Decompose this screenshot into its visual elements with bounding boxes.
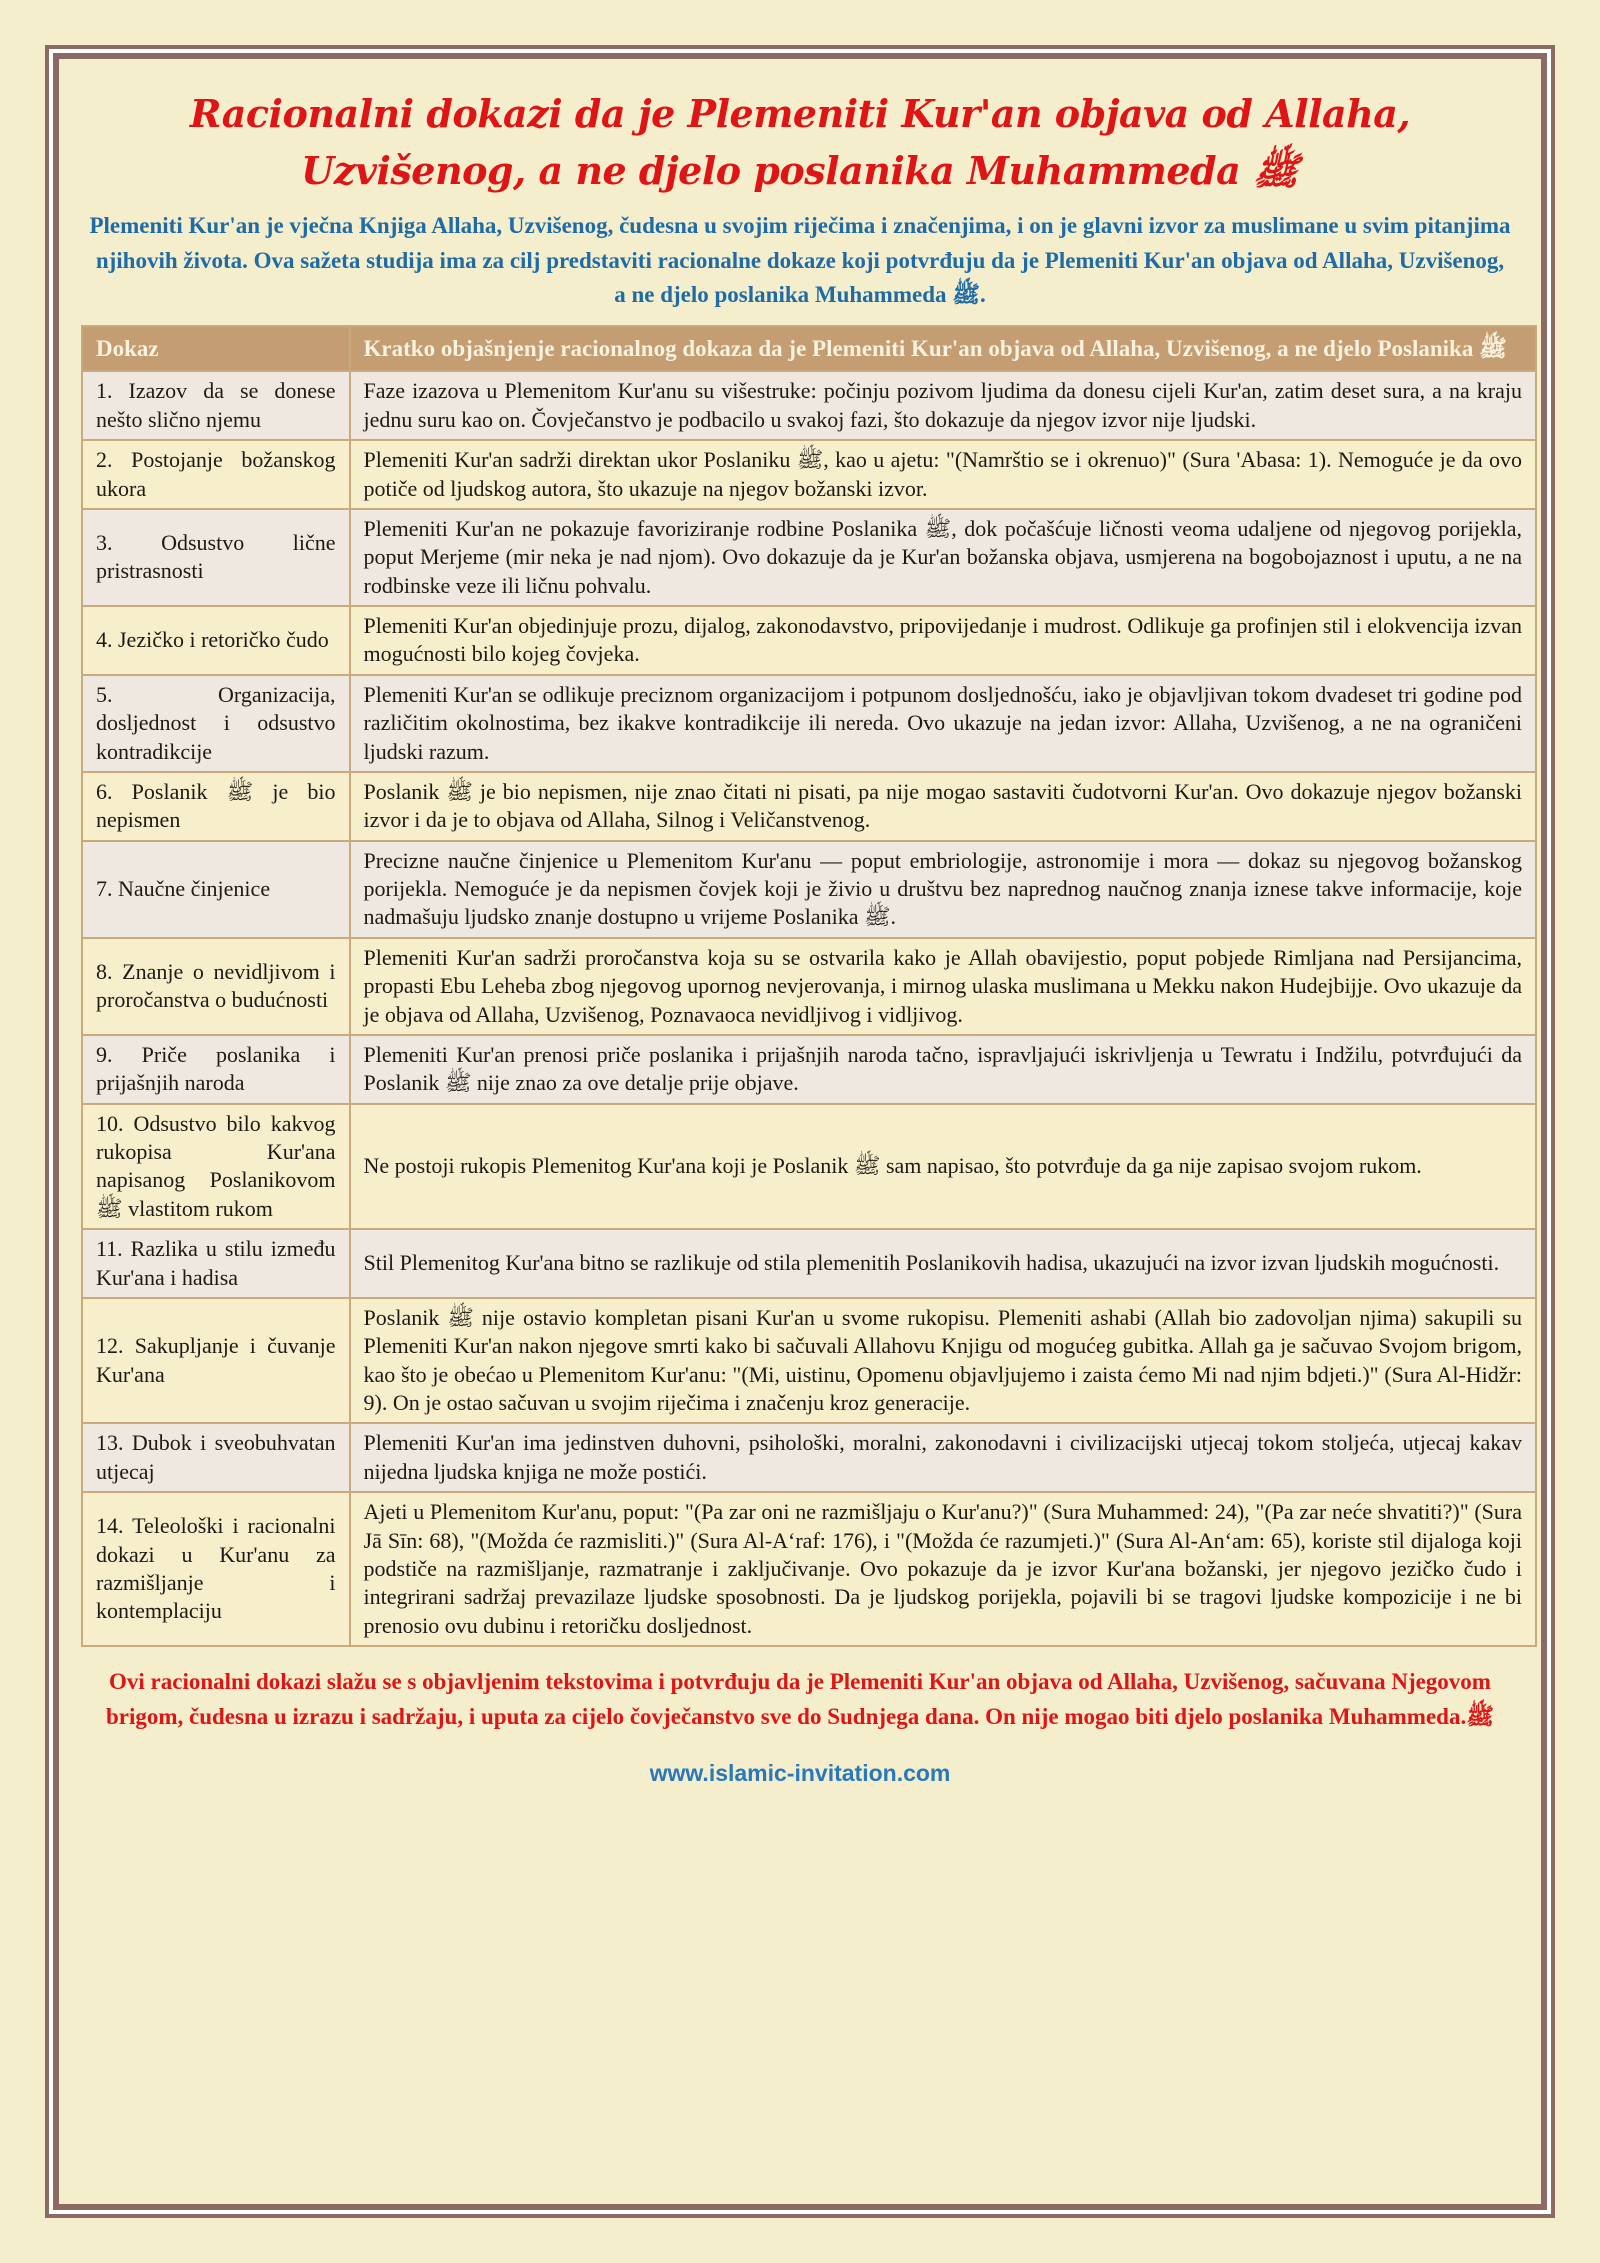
proof-explanation: Poslanik ﷺ nije ostavio kompletan pisani Kur'an u svome rukopisu. Plemeniti ashabi (Allah bio zadovoljan njima) sakupili su Plemeniti Kur'an nakon njegove smrti kako bi sačuvali Allahovu Knjigu od mogućeg gubitka. Allah ga je sačuvao Svojom brigom, kao što je obećao u Plemenitom Kur'anu: "(Mi, uistinu, Opomenu objavljujemo i zaista ćemo Mi nad njim bdjeti.)" (Sura Al-Hidžr: 9). On je ostao sačuvan u svojim riječima i značenju kroz generacije. <box>350 1298 1536 1424</box>
table-row <box>82 1492 1536 1646</box>
table-row <box>82 509 1536 606</box>
document-content <box>59 59 1541 2204</box>
column-header-explanation: Kratko objašnjenje racionalnog dokaza da je Plemeniti Kur'an objava od Allaha, Uzvišenog, a ne djelo Poslanika ﷺ <box>350 326 1536 372</box>
table-row <box>82 371 1536 440</box>
website-link[interactable]: www.islamic-invitation.com <box>649 1760 951 1787</box>
decorative-frame-inner <box>53 53 1547 2210</box>
table-row <box>82 841 1536 938</box>
proof-explanation: Plemeniti Kur'an sadrži direktan ukor Poslaniku ﷺ, kao u ajetu: "(Namrštio se i okrenuo)" (Sura 'Abasa: 1). Nemoguće je da ovo potiče od ljudskog autora, što ukazuje na njegov božanski izvor. <box>350 440 1536 509</box>
proof-label: 2. Postojanje božanskog ukora <box>82 440 350 509</box>
proof-explanation: Plemeniti Kur'an objedinjuje prozu, dijalog, zakonodavstvo, pripovijedanje i mudrost. Odlikuje ga profinjen stil i elokvencija izvan mogućnosti bilo kojeg čovjeka. <box>350 606 1536 675</box>
table-row <box>82 440 1536 509</box>
table-row <box>82 675 1536 772</box>
table-row <box>82 606 1536 675</box>
proof-label: 1. Izazov da se donese nešto slično njemu <box>82 371 350 440</box>
proof-explanation: Plemeniti Kur'an prenosi priče poslanika i prijašnjih naroda tačno, ispravljajući iskrivljenja u Tewratu i Indžilu, potvrđujući da Poslanik ﷺ nije znao za ove detalje prije objave. <box>350 1035 1536 1104</box>
proof-label: 13. Dubok i sveobuhvatan utjecaj <box>82 1423 350 1492</box>
proof-explanation: Faze izazova u Plemenitom Kur'anu su višestruke: počinju pozivom ljudima da donesu cijeli Kur'an, zatim deset sura, a na kraju jednu suru kao on. Čovječanstvo je podbacilo u svakoj fazi, što dokazuje da njegov izvor nije ljudski. <box>350 371 1536 440</box>
table-header-row <box>82 326 1536 372</box>
conclusion-paragraph: Ovi racionalni dokazi slažu se s objavljenim tekstovima i potvrđuju da je Plemeniti Kur'an objava od Allaha, Uzvišenog, sačuvana Njegovom brigom, čudesna u izrazu i sadržaju, i uputa za cijelo čovječanstvo sve do Sudnjega dana. On nije mogao biti djelo poslanika Muhammeda.ﷺ <box>105 1669 1495 1729</box>
table-row <box>82 1423 1536 1492</box>
intro-paragraph: Plemeniti Kur'an je vječna Knjiga Allaha, Uzvišenog, čudesna u svojim riječima i značenjima, i on je glavni izvor za muslimane u svim pitanjima njihovih života. Ova sažeta studija ima za cilj predstaviti racionalne dokaze koji potvrđuju da je Plemeniti Kur'an objava od Allaha, Uzvišenog, a ne djelo poslanika Muhammeda ﷺ. <box>89 213 1511 307</box>
proof-label: 10. Odsustvo bilo kakvog rukopisa Kur'ana napisanog Poslanikovom ﷺ vlastitom rukom <box>82 1104 350 1230</box>
proof-label: 4. Jezičko i retoričko čudo <box>82 606 350 675</box>
proof-explanation: Stil Plemenitog Kur'ana bitno se razlikuje od stila plemenitih Poslanikovih hadisa, ukazujući na izvor izvan ljudskih mogućnosti. <box>350 1229 1536 1298</box>
proof-label: 9. Priče poslanika i prijašnjih naroda <box>82 1035 350 1104</box>
proof-explanation: Poslanik ﷺ je bio nepismen, nije znao čitati ni pisati, pa nije mogao sastaviti čudotvorni Kur'an. Ovo dokazuje njegov božanski izvor i da je to objava od Allaha, Silnog i Veličanstvenog. <box>350 772 1536 841</box>
proof-explanation: Precizne naučne činjenice u Plemenitom Kur'anu — poput embriologije, astronomije i mora — dokaz su njegovog božanskog porijekla. Nemoguće je da nepismen čovjek koji je živio u društvu bez naprednog naučnog znanja iznese takve informacije, koje nadmašuju ljudsko znanje dostupno u vrijeme Poslanika ﷺ. <box>350 841 1536 938</box>
proof-explanation: Plemeniti Kur'an se odlikuje preciznom organizacijom i potpunom dosljednošću, iako je objavljivan tokom dvadeset tri godine pod različitim okolnostima, bez ikakve kontradikcije ili nereda. Ovo ukazuje na jedan izvor: Allaha, Uzvišenog, a ne na ograničeni ljudski razum. <box>350 675 1536 772</box>
proof-label: 3. Odsustvo lične pristrasnosti <box>82 509 350 606</box>
table-row <box>82 1104 1536 1230</box>
proof-label: 12. Sakupljanje i čuvanje Kur'ana <box>82 1298 350 1424</box>
table-row <box>82 1035 1536 1104</box>
proof-label: 5. Organizacija, dosljednost i odsustvo kontradikcije <box>82 675 350 772</box>
table-row <box>82 772 1536 841</box>
proofs-table <box>81 325 1537 1648</box>
decorative-frame-middle <box>49 49 1551 2214</box>
proof-label: 6. Poslanik ﷺ je bio nepismen <box>82 772 350 841</box>
table-row <box>82 1229 1536 1298</box>
column-header-dokaz: Dokaz <box>82 326 350 372</box>
proof-label: 8. Znanje o nevidljivom i proročanstva o budućnosti <box>82 938 350 1035</box>
page-title: Racionalni dokazi da je Plemeniti Kur'an objava od Allaha, Uzvišenog, a ne djelo poslanika Muhammeda ﷺ <box>189 91 1411 193</box>
proof-explanation: Plemeniti Kur'an ima jedinstven duhovni, psihološki, moralni, zakonodavni i civilizacijski utjecaj tokom stoljeća, utjecaj kakav nijedna ljudska knjiga ne može postići. <box>350 1423 1536 1492</box>
proof-label: 14. Teleološki i racionalni dokazi u Kur'anu za razmišljanje i kontemplaciju <box>82 1492 350 1646</box>
proof-explanation: Ne postoji rukopis Plemenitog Kur'ana koji je Poslanik ﷺ sam napisao, što potvrđuje da ga nije zapisao svojom rukom. <box>350 1104 1536 1230</box>
proof-explanation: Plemeniti Kur'an ne pokazuje favoriziranje rodbine Poslanika ﷺ, dok počašćuje ličnosti veoma udaljene od njegovog porijekla, poput Merjeme (mir neka je nad njom). Ovo dokazuje da je Kur'an božanska objava, usmjerena na bogobojaznost i uputu, a ne na rodbinske veze ili ličnu pohvalu. <box>350 509 1536 606</box>
proof-explanation: Ajeti u Plemenitom Kur'anu, poput: "(Pa zar oni ne razmišljaju o Kur'anu?)" (Sura Muhammed: 24), "(Pa zar neće shvatiti?)" (Sura Jā Sīn: 68), "(Možda će razmisliti.)" (Sura Al-A‘raf: 176), i "(Možda će razumjeti.)" (Sura Al-An‘am: 65), koriste stil dijaloga koji podstiče na razmišljanje, razmatranje i zaključivanje. Ovo pokazuje da je izvor Kur'ana božanski, jer njegovo jezičko čudo i integrirani sadržaj prevazilaze ljudske sposobnosti. Da je ljudskog porijekla, pojavili bi se tragovi ljudske kompozicije i ne bi prenosio ovu dubinu i retoričku dosljednost. <box>350 1492 1536 1646</box>
proof-explanation: Plemeniti Kur'an sadrži proročanstva koja su se ostvarila kako je Allah obavijestio, poput pobjede Rimljana nad Persijancima, propasti Ebu Leheba zbog njegovog upornog nevjerovanja, i mirnog ulaska muslimana u Mekku nakon Hudejbijje. Ovo ukazuje da je objava od Allaha, Uzvišenog, Poznavaoca nevidljivog i vidljivog. <box>350 938 1536 1035</box>
table-row <box>82 1298 1536 1424</box>
proof-label: 7. Naučne činjenice <box>82 841 350 938</box>
decorative-frame-outer <box>45 45 1555 2218</box>
table-row <box>82 938 1536 1035</box>
proof-label: 11. Razlika u stilu između Kur'ana i hadisa <box>82 1229 350 1298</box>
